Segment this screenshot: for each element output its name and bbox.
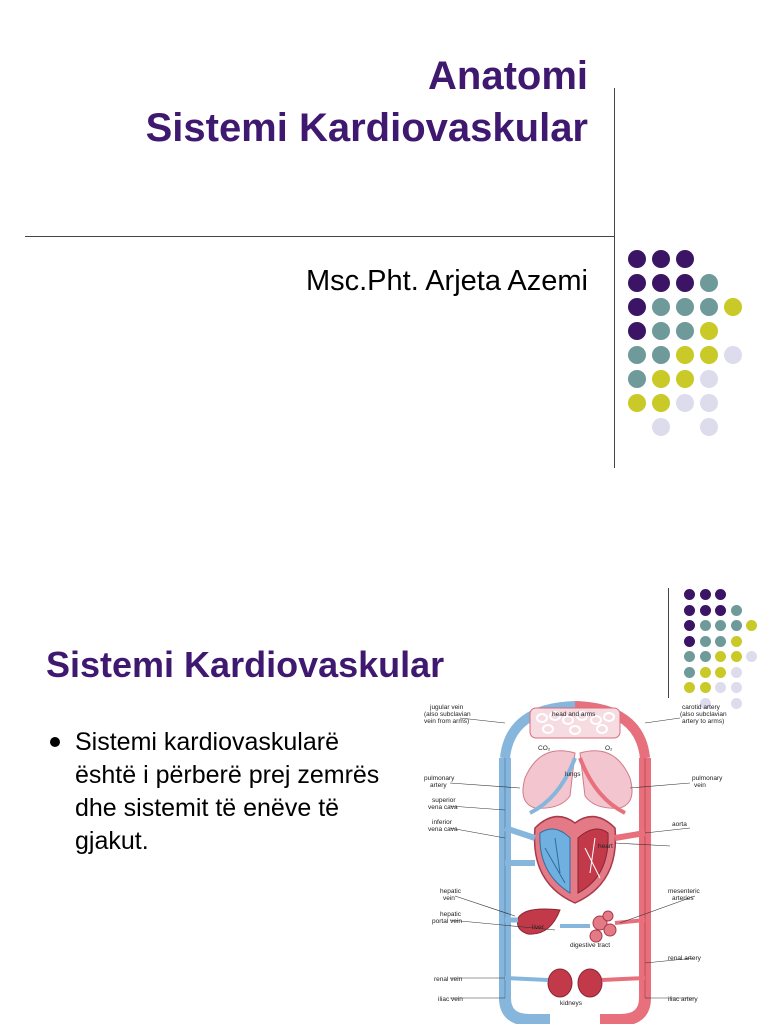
decorative-dot-purple bbox=[700, 605, 711, 616]
bullet-text: Sistemi kardiovaskularë është i përberë prej zemrës dhe sistemit të enëve të gjakut. bbox=[75, 728, 380, 855]
decorative-dot-teal bbox=[715, 620, 726, 631]
bullet-item bbox=[48, 726, 388, 858]
vertical-divider bbox=[668, 588, 669, 698]
decorative-dot-purple bbox=[684, 620, 695, 631]
label-mesenteric-arteries: mesenteric bbox=[668, 888, 700, 895]
label-renal-vein: renal vein bbox=[434, 976, 463, 983]
label-kidneys: kidneys bbox=[560, 1000, 583, 1007]
kidneys bbox=[505, 969, 645, 997]
content-slide bbox=[0, 560, 768, 1024]
decorative-dot-lavender bbox=[746, 651, 757, 662]
label-o2: O₂ bbox=[605, 745, 613, 752]
decorative-dot-teal bbox=[700, 651, 711, 662]
decorative-dot-teal bbox=[731, 620, 742, 631]
decorative-dot-olive bbox=[652, 370, 670, 388]
label-inferior-vena-cava: vena cava bbox=[428, 826, 458, 833]
lungs bbox=[523, 751, 632, 813]
decorative-dot-lavender bbox=[700, 418, 718, 436]
decorative-dot-purple bbox=[628, 250, 646, 268]
label-pulmonary-artery: pulmonary bbox=[424, 775, 455, 782]
label-superior-vena-cava: vena cava bbox=[428, 804, 458, 811]
slide-title: Sistemi Kardiovaskular bbox=[46, 644, 445, 685]
label-jugular-vein: jugular vein bbox=[430, 704, 464, 711]
decorative-dot-lavender bbox=[731, 682, 742, 693]
vertical-divider bbox=[614, 88, 615, 468]
label-carotid-artery: carotid artery bbox=[682, 704, 720, 711]
decorative-dot-olive bbox=[628, 394, 646, 412]
decorative-dot-olive bbox=[652, 394, 670, 412]
liver-and-digestive-tract bbox=[505, 909, 645, 942]
decorative-dot-olive bbox=[746, 620, 757, 631]
label-digestive-tract: digestive tract bbox=[570, 942, 611, 949]
decorative-dot-olive bbox=[676, 370, 694, 388]
label-pulmonary-vein: pulmonary bbox=[692, 775, 723, 782]
label-mesenteric-arteries: arteries bbox=[672, 895, 694, 902]
decorative-dot-purple bbox=[676, 250, 694, 268]
decorative-dot-olive bbox=[724, 298, 742, 316]
label-lungs: lungs bbox=[565, 771, 581, 778]
decorative-dot-purple bbox=[700, 589, 711, 600]
decorative-dot-purple bbox=[715, 589, 726, 600]
circulatory-system-diagram bbox=[410, 698, 740, 1024]
decorative-dot-teal bbox=[684, 651, 695, 662]
slide-title bbox=[146, 50, 588, 154]
decorative-dot-lavender bbox=[715, 682, 726, 693]
decorative-dot-lavender bbox=[731, 667, 742, 678]
decorative-dot-purple bbox=[676, 274, 694, 292]
decorative-dot-purple bbox=[652, 250, 670, 268]
decorative-dot-olive bbox=[700, 346, 718, 364]
decorative-dot-lavender bbox=[700, 394, 718, 412]
label-carotid-note: artery to arms) bbox=[682, 718, 725, 725]
title-slide bbox=[0, 0, 768, 500]
decorative-dot-teal bbox=[676, 322, 694, 340]
label-hepatic-vein: hepatic bbox=[440, 888, 461, 895]
decorative-dot-lavender bbox=[676, 394, 694, 412]
decorative-dot-teal bbox=[676, 298, 694, 316]
decorative-dot-teal bbox=[700, 274, 718, 292]
decorative-dot-purple bbox=[652, 274, 670, 292]
label-hepatic-vein: vein bbox=[443, 895, 455, 902]
decorative-dot-teal bbox=[700, 636, 711, 647]
decorative-dot-teal bbox=[715, 636, 726, 647]
decorative-dot-purple bbox=[628, 274, 646, 292]
decorative-dot-olive bbox=[715, 667, 726, 678]
decorative-dot-olive bbox=[731, 651, 742, 662]
decorative-dot-teal bbox=[731, 605, 742, 616]
label-hepatic-portal-vein: portal vein bbox=[432, 918, 462, 925]
decorative-dot-teal bbox=[700, 620, 711, 631]
label-co2: CO₂ bbox=[538, 745, 551, 752]
decorative-dot-olive bbox=[731, 636, 742, 647]
decorative-dot-lavender bbox=[700, 370, 718, 388]
label-aorta: aorta bbox=[672, 821, 687, 828]
label-carotid-note: (also subclavian bbox=[680, 711, 727, 718]
decorative-dot-olive bbox=[676, 346, 694, 364]
label-heart: heart bbox=[598, 843, 613, 850]
label-iliac-vein: iliac vein bbox=[438, 996, 463, 1003]
title-line-1: Anatomi bbox=[428, 54, 588, 98]
author-subtitle: Msc.Pht. Arjeta Azemi bbox=[305, 265, 588, 297]
label-liver: liver bbox=[532, 924, 544, 931]
decorative-dot-purple bbox=[684, 636, 695, 647]
decorative-dot-olive bbox=[715, 651, 726, 662]
decorative-dot-olive bbox=[700, 667, 711, 678]
decorative-dot-teal bbox=[652, 298, 670, 316]
label-jugular-vein-note: vein from arms) bbox=[424, 718, 470, 725]
title-line-2: Sistemi Kardiovaskular bbox=[145, 106, 588, 150]
label-inferior-vena-cava: inferior bbox=[432, 819, 452, 826]
decorative-dot-teal bbox=[628, 370, 646, 388]
label-head-and-arms: head and arms bbox=[552, 711, 596, 718]
decorative-dot-teal bbox=[684, 667, 695, 678]
label-pulmonary-vein: vein bbox=[694, 782, 706, 789]
label-hepatic-portal-vein: hepatic bbox=[440, 911, 461, 918]
decorative-dot-teal bbox=[700, 298, 718, 316]
bullet-dot-icon bbox=[50, 737, 60, 747]
decorative-dot-purple bbox=[628, 298, 646, 316]
decorative-dot-purple bbox=[684, 589, 695, 600]
decorative-dot-teal bbox=[652, 322, 670, 340]
horizontal-divider bbox=[25, 236, 615, 237]
decorative-dot-lavender bbox=[652, 418, 670, 436]
decorative-dot-teal bbox=[652, 346, 670, 364]
label-iliac-artery: iliac artery bbox=[668, 996, 698, 1003]
label-jugular-vein-note: (also subclavian bbox=[424, 711, 471, 718]
label-pulmonary-artery: artery bbox=[430, 782, 447, 789]
bullet-list bbox=[48, 726, 388, 858]
decorative-dot-purple bbox=[684, 605, 695, 616]
label-renal-artery: renal artery bbox=[668, 955, 701, 962]
decorative-dot-purple bbox=[715, 605, 726, 616]
heart bbox=[505, 817, 645, 903]
decorative-dot-purple bbox=[628, 322, 646, 340]
label-superior-vena-cava: superior bbox=[432, 797, 456, 804]
decorative-dot-teal bbox=[628, 346, 646, 364]
decorative-dot-olive bbox=[700, 682, 711, 693]
decorative-dot-lavender bbox=[724, 346, 742, 364]
decorative-dot-olive bbox=[684, 682, 695, 693]
decorative-dot-olive bbox=[700, 322, 718, 340]
